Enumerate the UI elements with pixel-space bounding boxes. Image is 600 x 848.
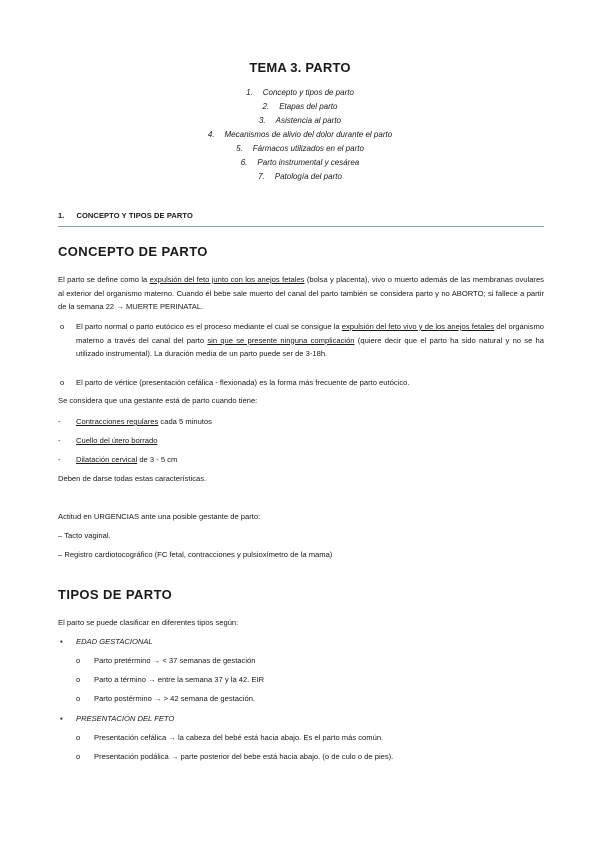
circle-bullet: o [60,322,65,331]
item-postermino: Parto postérmino → > 42 semana de gestación. [94,694,256,703]
item-pretermino: Parto pretérmino → < 37 semanas de gestación [94,656,256,665]
circle-bullet: o [76,752,81,761]
heading-rule [58,226,544,227]
item-podalica: Presentación podálica → parte posterior del bebe está hacia abajo. (o de culo o de pies). [94,752,394,761]
square-bullet: ▪ [60,637,63,646]
paragraph-considera: Se considera que una gestante está de parto cuando tiene: [58,396,258,405]
tipos-heading: TIPOS DE PARTO [58,587,173,602]
square-bullet: ▪ [60,714,63,723]
bullet-parto-normal: El parto normal o parto eutócico es el proceso mediante el cual se consigue la expulsión del feto vivo y de los anejos fetales del organismo materno a través del canal del parto sin que se presente ninguna complicación (quiere decir que el parto ha sido natural y no se ha utilizado instrumental). La duración media de un parto puede ser de 3-18h. [76,322,545,358]
table-of-contents [0,86,600,184]
dash-bullet: - [58,455,61,464]
circle-bullet: o [76,675,81,684]
dash-bullet: - [58,417,61,426]
toc-item: 6. Parto instrumental y cesárea [240,158,360,167]
paragraph-tacto: – Tacto vaginal. [58,531,111,540]
dash-bullet: - [58,436,61,445]
item-cefalica: Presentación cefálica → la cabeza del bebé está hacia abajo. Es el parto más común. [94,733,384,742]
concepto-heading: CONCEPTO DE PARTO [58,244,208,259]
toc-item: 3. Asistencia al parto [258,116,342,125]
document-title: TEMA 3. PARTO [249,60,351,75]
concepto-paragraph: El parto se define como la expulsión del feto junto con los anejos fetales (bolsa y placenta), vivo o muerto además de las membranas ovulares al exterior del organismo materno. Cuando él bebe sale muerto del canal del parto también se considera parto y no ABORTO; si fallece a partir de la semana 22 → MUERTE PERINATAL. [58,275,544,311]
paragraph-caracteristicas: Deben de darse todas estas características. [58,474,207,483]
tipos-intro: El parto se puede clasificar en diferentes tipos según: [58,618,239,627]
circle-bullet: o [76,656,81,665]
toc-item: 4. Mecanismos de alivio del dolor durante el parto [207,130,393,139]
bullet-parto-vertice: El parto de vértice (presentación cefálica - flexionada) es la forma más frecuente de parto eutócico. [76,378,410,387]
circle-bullet: o [60,378,65,387]
criterion-contracciones: Contracciones regulares cada 5 minutos [76,417,212,426]
item-termino: Parto a término → entre la semana 37 y la 42. EIR [94,675,265,684]
circle-bullet: o [76,733,81,742]
paragraph-urgencias: Actitud en URGENCIAS ante una posible gestante de parto: [58,512,261,521]
toc-item: 2. Etapas del parto [262,102,338,111]
criterion-dilatacion: Dilatación cervical de 3 - 5 cm [76,455,178,464]
circle-bullet: o [76,694,81,703]
criterion-cuello: Cuello del útero borrado [76,436,158,445]
category-edad: EDAD GESTACIONAL [76,637,153,646]
toc-item: 5. Fármacos utilizados en el parto [236,144,364,153]
section-heading: 1. CONCEPTO Y TIPOS DE PARTO [58,211,193,220]
paragraph-registro: – Registro cardiotocográfico (FC fetal, contracciones y pulsioxímetro de la mama) [58,550,333,559]
category-presentacion: PRESENTACIÓN DEL FETO [76,714,175,723]
toc-item: 1. Concepto y tipos de parto [246,88,354,97]
toc-item: 7. Patología del parto [258,172,342,181]
